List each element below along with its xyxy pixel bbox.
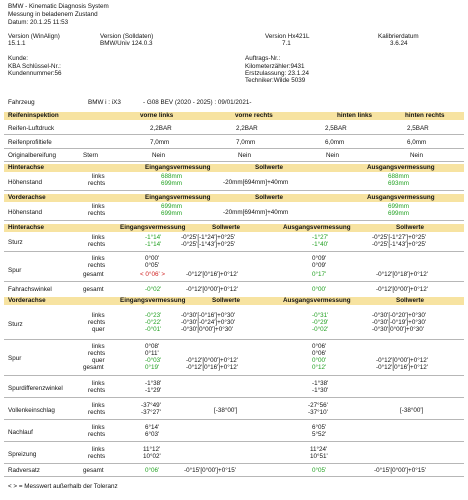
divider — [4, 281, 464, 282]
rear-height-col-in: Eingangsvermessung — [145, 164, 211, 171]
tire-original-label: Originalbereifung — [8, 152, 56, 159]
front-height-in-right: 699mm — [161, 210, 182, 217]
front-height-side-right: rechts — [88, 210, 106, 217]
tire-pressure-vr: 2,2BAR — [236, 125, 258, 132]
front-axle-section-title: Vorderachse — [8, 297, 46, 304]
front-toe-side-total: gesamt — [83, 364, 104, 371]
divider — [4, 190, 464, 191]
fahrzeug-details: - G08 BEV (2020 - 2025) : 09/01/2021- — [143, 99, 252, 106]
caster-side-left: links — [92, 424, 105, 431]
divider — [4, 419, 464, 420]
divider — [4, 397, 464, 398]
tire-pressure-label: Reifen-Luftdruck — [8, 125, 55, 132]
rear-axle-col-out: Ausgangsvermessung — [283, 224, 351, 231]
front-axle-col-soll2: Sollwerte — [396, 297, 424, 304]
front-toe-in-total: 0°19' — [145, 364, 160, 371]
front-height-col-out: Ausgangsvermessung — [367, 194, 435, 201]
kingpin-out-right: 10°51' — [310, 453, 328, 460]
front-camber-in-cross: -0°01' — [145, 326, 162, 333]
tire-pressure-vl: 2,2BAR — [150, 125, 172, 132]
tire-depth-hr: 6,0mm — [407, 139, 427, 146]
version-winalign-label: Version (WinAlign) — [8, 33, 60, 40]
tire-depth-vl: 7,0mm — [150, 139, 170, 146]
setback-side: gesamt — [83, 467, 104, 474]
front-axle-col-soll: Sollwerte — [212, 297, 240, 304]
divider — [4, 463, 464, 464]
tire-depth-hl: 6,0mm — [325, 139, 345, 146]
setback-label: Radversatz — [8, 467, 40, 474]
rear-toe-side-right: rechts — [88, 262, 106, 269]
rear-height-section-title: Hinterachse — [8, 164, 45, 171]
tire-col-hr: hinten rechts — [405, 112, 445, 119]
rear-toe-in-left: 0°00' — [145, 255, 160, 262]
kingpin-side-right: rechts — [88, 453, 106, 460]
divider — [4, 161, 464, 162]
full-lock-side-right: rechts — [88, 409, 106, 416]
rear-toe-in-right: 0°05' — [145, 262, 160, 269]
toe-diff-out-right: -1°30' — [312, 387, 329, 394]
front-camber-side-right: rechts — [88, 319, 106, 326]
toe-diff-side-right: rechts — [88, 387, 106, 394]
rear-axle-col-soll: Sollwerte — [212, 224, 240, 231]
rear-toe-out-total: 0°17' — [312, 271, 327, 278]
rear-height-side-right: rechts — [88, 180, 106, 187]
rear-camber-in-left: -1°14' — [145, 234, 162, 241]
report-title: BMW - Kinematic Diagnosis System — [8, 3, 109, 10]
front-camber-label: Sturz — [8, 321, 23, 328]
rear-height-in-right: 699mm — [161, 180, 182, 187]
rear-camber-side-right: rechts — [88, 241, 106, 248]
front-axle-col-in: Eingangsvermessung — [120, 297, 186, 304]
front-axle-col-out: Ausgangsvermessung — [283, 297, 351, 304]
kilometerzaehler: Kilometerzähler:9431 — [245, 63, 305, 70]
full-lock-in-left: -37°49' — [141, 402, 161, 409]
kundennummer: Kundennummer:56 — [8, 70, 62, 77]
rear-camber-soll2-left: -0°25'[-1°27']+0°25' — [372, 234, 427, 241]
divider — [4, 441, 464, 442]
front-toe-side-left: links — [92, 343, 105, 350]
setback-soll2: -0°15'[0°00']+0°15' — [374, 467, 426, 474]
caster-out-right: 5°52' — [312, 431, 327, 438]
front-height-out-left: 699mm — [388, 203, 409, 210]
full-lock-soll: [-38°00'] — [214, 407, 238, 414]
tire-pressure-hl: 2,5BAR — [325, 125, 347, 132]
thrust-angle-soll2: -0°12'[0°00']+0°12' — [376, 286, 428, 293]
rear-camber-out-right: -1°40' — [312, 241, 329, 248]
toe-diff-in-right: -1°29' — [145, 387, 162, 394]
divider — [4, 251, 464, 252]
front-camber-soll2-right: -0°30'[-0°19']+0°30' — [372, 319, 427, 326]
tire-depth-vr: 7,0mm — [236, 139, 256, 146]
tire-section-title: Reifeninspektion — [8, 112, 59, 119]
front-height-out-right: 699mm — [388, 210, 409, 217]
front-toe-side-cross: quer — [92, 357, 105, 364]
thrust-angle-in: -0°02' — [145, 286, 162, 293]
front-camber-soll-left: -0°30'[-0°16']+0°30' — [181, 312, 236, 319]
front-height-section-title: Vorderachse — [8, 194, 46, 201]
kingpin-out-left: 11°24' — [310, 446, 328, 453]
front-height-soll: -20mm[694mm]+40mm — [223, 209, 289, 216]
caster-label: Nachlauf — [8, 429, 33, 436]
front-height-col-soll: Sollwerte — [255, 194, 283, 201]
front-height-in-left: 699mm — [161, 203, 182, 210]
caster-in-right: 6°03' — [145, 431, 160, 438]
front-camber-soll-cross: -0°30'[0°00']+0°30' — [181, 326, 233, 333]
front-camber-side-cross: quer — [92, 326, 105, 333]
front-toe-soll2-total: -0°12'[0°16']+0°12' — [376, 364, 428, 371]
tire-original-type: Stern — [83, 152, 99, 159]
front-toe-in-right: 0°11' — [145, 350, 159, 357]
full-lock-out-left: -27°56' — [308, 402, 328, 409]
auftrag-label: Auftrags-Nr.: — [245, 55, 281, 62]
setback-in: 0°06' — [145, 467, 160, 474]
rear-height-in-left: 688mm — [161, 173, 182, 180]
fahrzeug-label: Fahrzeug — [8, 99, 35, 106]
front-toe-in-cross: -0°03' — [145, 357, 162, 364]
caster-side-right: rechts — [88, 431, 106, 438]
front-toe-label: Spur — [8, 355, 22, 362]
rear-camber-side-left: links — [92, 234, 105, 241]
front-camber-side-left: links — [92, 312, 105, 319]
front-height-col-in: Eingangsvermessung — [145, 194, 211, 201]
rear-camber-soll-right: -0°25'[-1°43']+0°25' — [181, 241, 236, 248]
toe-diff-label: Spurdifferenzwinkel — [8, 385, 63, 392]
tire-depth-label: Reifenprofiltiefe — [8, 139, 52, 146]
divider — [4, 339, 464, 340]
full-lock-in-right: -37°27' — [141, 409, 161, 416]
rear-height-out-left: 688mm — [388, 173, 409, 180]
kalibrierdatum-label: Kalibrierdatum — [378, 33, 419, 40]
rear-toe-soll2-total: -0°12'[0°18']+0°12' — [376, 271, 428, 278]
rear-camber-soll-left: -0°25'[-1°24']+0°25' — [181, 234, 236, 241]
rear-axle-col-soll2: Sollwerte — [396, 224, 424, 231]
version-winalign-value: 15.1.1 — [8, 40, 26, 47]
rear-toe-label: Spur — [8, 267, 22, 274]
full-lock-out-right: -37°10' — [308, 409, 328, 416]
rear-camber-in-right: -1°14' — [145, 241, 162, 248]
divider — [4, 148, 464, 149]
front-toe-out-left: 0°06' — [312, 343, 327, 350]
version-solldaten-label: Version (Solldaten) — [100, 33, 154, 40]
front-camber-out-right: -0°29' — [312, 319, 329, 326]
thrust-angle-label: Fahrachswinkel — [8, 286, 52, 293]
rear-height-col-out: Ausgangsvermessung — [367, 164, 435, 171]
kunde-label: Kunde: — [8, 55, 28, 62]
divider — [4, 375, 464, 376]
divider — [4, 134, 464, 135]
kalibrierdatum-value: 3.6.24 — [390, 40, 408, 47]
full-lock-side-left: links — [92, 402, 105, 409]
rear-toe-in-total: < 0°06' > — [140, 271, 166, 278]
tire-original-hl: Nein — [326, 152, 339, 159]
toe-diff-in-left: -1°38' — [145, 380, 162, 387]
tire-original-vr: Nein — [238, 152, 251, 159]
kingpin-side-left: links — [92, 446, 105, 453]
divider — [4, 220, 464, 221]
front-height-side-left: links — [92, 203, 105, 210]
thrust-angle-side: gesamt — [83, 286, 104, 293]
front-height-label: Höhenstand — [8, 209, 42, 216]
rear-toe-out-right: 0°09' — [312, 262, 327, 269]
kba-label: KBA Schlüssel-Nr.: — [8, 63, 61, 70]
rear-toe-out-left: 0°09' — [312, 255, 327, 262]
report-date: Datum: 20.1.25 11:53 — [8, 19, 69, 26]
front-camber-in-left: -0°23' — [145, 312, 162, 319]
front-camber-soll-right: -0°30'[-0°24']+0°30' — [181, 319, 236, 326]
version-solldaten-value: BMW/Univ 124.0.3 — [100, 40, 153, 47]
front-toe-soll2-cross: -0°12'[0°00']+0°12' — [376, 357, 428, 364]
full-lock-soll2: [-38°00'] — [400, 407, 424, 414]
front-toe-soll-cross: -0°12'[0°00']+0°12' — [186, 357, 238, 364]
tolerance-legend: < > = Messwert außerhalb der Toleranz — [8, 483, 118, 490]
tire-original-hr: Nein — [410, 152, 423, 159]
front-toe-out-right: 0°06' — [312, 350, 327, 357]
front-toe-out-cross: 0°00' — [312, 357, 327, 364]
thrust-angle-soll: -0°12'[0°00']+0°12' — [186, 286, 238, 293]
rear-toe-side-left: links — [92, 255, 105, 262]
tire-col-vl: vorne links — [140, 112, 174, 119]
front-toe-out-total: 0°12' — [312, 364, 327, 371]
rear-height-side-left: links — [92, 173, 105, 180]
techniker: Techniker:Wilde 5039 — [245, 77, 306, 84]
rear-camber-out-left: -1°27' — [312, 234, 329, 241]
tire-pressure-hr: 2,5BAR — [407, 125, 429, 132]
rear-height-soll: -20mm[694mm]+40mm — [223, 179, 289, 186]
thrust-angle-out: 0°00' — [312, 286, 327, 293]
setback-out: 0°05' — [312, 467, 327, 474]
tire-original-vl: Nein — [152, 152, 165, 159]
rear-height-col-soll: Sollwerte — [255, 164, 283, 171]
front-camber-out-cross: -0°02' — [312, 326, 329, 333]
fahrzeug-model: BMW i : iX3 — [88, 99, 121, 106]
rear-camber-label: Sturz — [8, 239, 23, 246]
front-toe-soll-total: -0°12'[0°16']+0°12' — [186, 364, 238, 371]
rear-axle-section-title: Hinterachse — [8, 224, 45, 231]
version-hx-value: 7.1 — [282, 40, 291, 47]
kingpin-in-left: 11°12' — [143, 446, 161, 453]
front-camber-out-left: -0°31' — [312, 312, 329, 319]
front-toe-in-left: 0°08' — [145, 343, 160, 350]
setback-soll: -0°15'[0°00']+0°15' — [184, 467, 236, 474]
rear-camber-soll2-right: -0°25'[-1°43']+0°25' — [372, 241, 427, 248]
rear-height-out-right: 693mm — [388, 180, 409, 187]
front-camber-soll2-left: -0°30'[-0°20']+0°30' — [372, 312, 427, 319]
toe-diff-side-left: links — [92, 380, 105, 387]
caster-in-left: 6°14' — [145, 424, 160, 431]
rear-height-label: Höhenstand — [8, 179, 42, 186]
toe-diff-out-left: -1°38' — [312, 380, 329, 387]
kingpin-in-right: 10°02' — [143, 453, 161, 460]
erstzulassung: Erstzulassung: 23.1.24 — [245, 70, 310, 77]
tire-col-hl: hinten links — [337, 112, 372, 119]
report-subtitle: Messung in beladenem Zustand — [8, 11, 98, 18]
tire-header-band — [4, 112, 464, 120]
tire-col-vr: vorne rechts — [235, 112, 273, 119]
front-camber-soll2-cross: -0°30'[0°00']+0°30' — [372, 326, 424, 333]
rear-toe-soll-total: -0°12'[0°16']+0°12' — [186, 271, 238, 278]
rear-toe-side-total: gesamt — [83, 271, 104, 278]
divider — [4, 476, 464, 477]
version-hx-label: Version Hx421L — [265, 33, 310, 40]
caster-out-left: 6°05' — [312, 424, 327, 431]
full-lock-label: Vollenkeinschlag — [8, 407, 55, 414]
kingpin-label: Spreizung — [8, 451, 37, 458]
rear-axle-col-in: Eingangsvermessung — [120, 224, 186, 231]
front-toe-side-right: rechts — [88, 350, 106, 357]
front-camber-in-right: -0°22' — [145, 319, 162, 326]
